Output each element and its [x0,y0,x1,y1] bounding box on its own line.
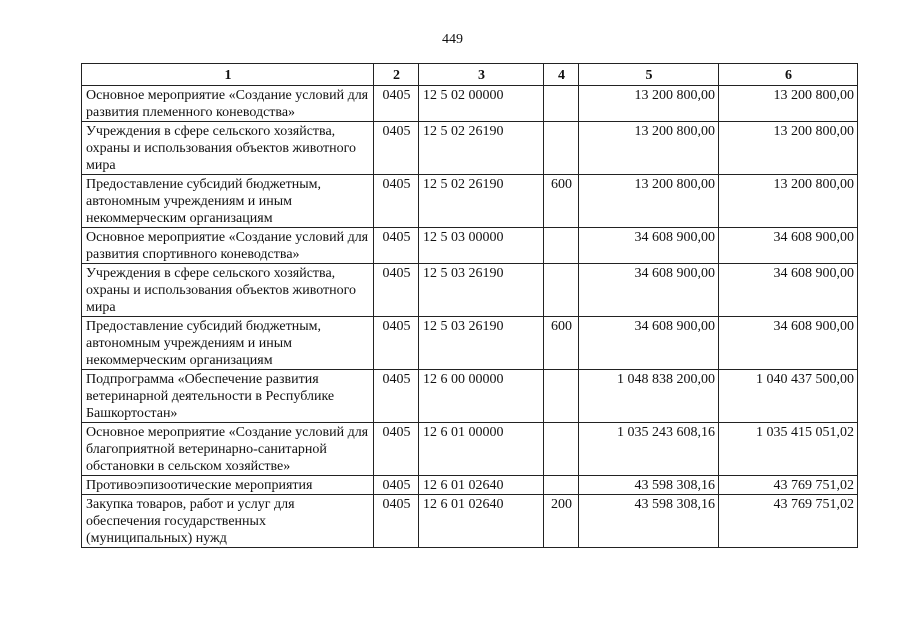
header-cell: 5 [579,64,719,86]
table-row [82,175,858,228]
row-name: Основное мероприятие «Создание условий для благоприятной ветеринарно-санитарной обстановки в сельском хозяйстве» [82,423,374,476]
row-sum-year2: 43 769 751,02 [719,495,858,548]
row-expense-type [544,264,579,317]
budget-table [81,63,858,548]
row-target-article: 12 5 02 26190 [419,122,544,175]
row-sum-year1: 13 200 800,00 [579,122,719,175]
row-expense-type [544,370,579,423]
row-sum-year2: 1 035 415 051,02 [719,423,858,476]
header-cell: 1 [82,64,374,86]
header-cell: 3 [419,64,544,86]
row-section: 0405 [374,228,419,264]
row-name: Основное мероприятие «Создание условий для развития племенного коневодства» [82,86,374,122]
row-target-article: 12 6 01 00000 [419,423,544,476]
row-target-article: 12 5 02 26190 [419,175,544,228]
table-row [82,86,858,122]
row-expense-type [544,86,579,122]
row-expense-type [544,228,579,264]
row-target-article: 12 5 03 00000 [419,228,544,264]
row-sum-year1: 1 048 838 200,00 [579,370,719,423]
row-expense-type [544,122,579,175]
row-sum-year1: 34 608 900,00 [579,228,719,264]
table-row [82,264,858,317]
row-expense-type [544,423,579,476]
row-name: Предоставление субсидий бюджетным, автономным учреждениям и иным некоммерческим организациям [82,317,374,370]
table-row [82,122,858,175]
row-section: 0405 [374,423,419,476]
row-expense-type [544,476,579,495]
header-cell: 4 [544,64,579,86]
row-section: 0405 [374,495,419,548]
row-section: 0405 [374,122,419,175]
table-row [82,370,858,423]
row-expense-type: 600 [544,317,579,370]
row-target-article: 12 6 01 02640 [419,495,544,548]
row-sum-year2: 34 608 900,00 [719,228,858,264]
row-sum-year2: 13 200 800,00 [719,122,858,175]
row-section: 0405 [374,175,419,228]
row-name: Учреждения в сфере сельского хозяйства, охраны и использования объектов животного мира [82,122,374,175]
table-header-row [82,64,858,86]
page-number: 449 [442,32,463,47]
row-section: 0405 [374,317,419,370]
row-target-article: 12 6 00 00000 [419,370,544,423]
row-sum-year1: 34 608 900,00 [579,317,719,370]
row-sum-year2: 13 200 800,00 [719,175,858,228]
row-sum-year1: 13 200 800,00 [579,86,719,122]
row-sum-year2: 43 769 751,02 [719,476,858,495]
header-cell: 2 [374,64,419,86]
header-cell: 6 [719,64,858,86]
table-row [82,423,858,476]
row-section: 0405 [374,370,419,423]
row-sum-year1: 1 035 243 608,16 [579,423,719,476]
row-sum-year2: 34 608 900,00 [719,317,858,370]
row-name: Учреждения в сфере сельского хозяйства, охраны и использования объектов животного мира [82,264,374,317]
row-section: 0405 [374,86,419,122]
table-row [82,495,858,548]
row-target-article: 12 5 03 26190 [419,317,544,370]
row-sum-year2: 34 608 900,00 [719,264,858,317]
row-sum-year2: 13 200 800,00 [719,86,858,122]
row-name: Противоэпизоотические мероприятия [82,476,374,495]
row-name: Закупка товаров, работ и услуг для обеспечения государственных (муниципальных) нужд [82,495,374,548]
row-section: 0405 [374,264,419,317]
table-row [82,228,858,264]
row-sum-year1: 43 598 308,16 [579,495,719,548]
row-sum-year2: 1 040 437 500,00 [719,370,858,423]
row-expense-type: 200 [544,495,579,548]
row-name: Предоставление субсидий бюджетным, автономным учреждениям и иным некоммерческим организациям [82,175,374,228]
row-target-article: 12 6 01 02640 [419,476,544,495]
table-row [82,317,858,370]
table-row [82,476,858,495]
row-target-article: 12 5 03 26190 [419,264,544,317]
row-target-article: 12 5 02 00000 [419,86,544,122]
row-section: 0405 [374,476,419,495]
row-sum-year1: 43 598 308,16 [579,476,719,495]
row-expense-type: 600 [544,175,579,228]
row-name: Основное мероприятие «Создание условий для развития спортивного коневодства» [82,228,374,264]
row-name: Подпрограмма «Обеспечение развития ветеринарной деятельности в Республике Башкортостан» [82,370,374,423]
row-sum-year1: 34 608 900,00 [579,264,719,317]
row-sum-year1: 13 200 800,00 [579,175,719,228]
